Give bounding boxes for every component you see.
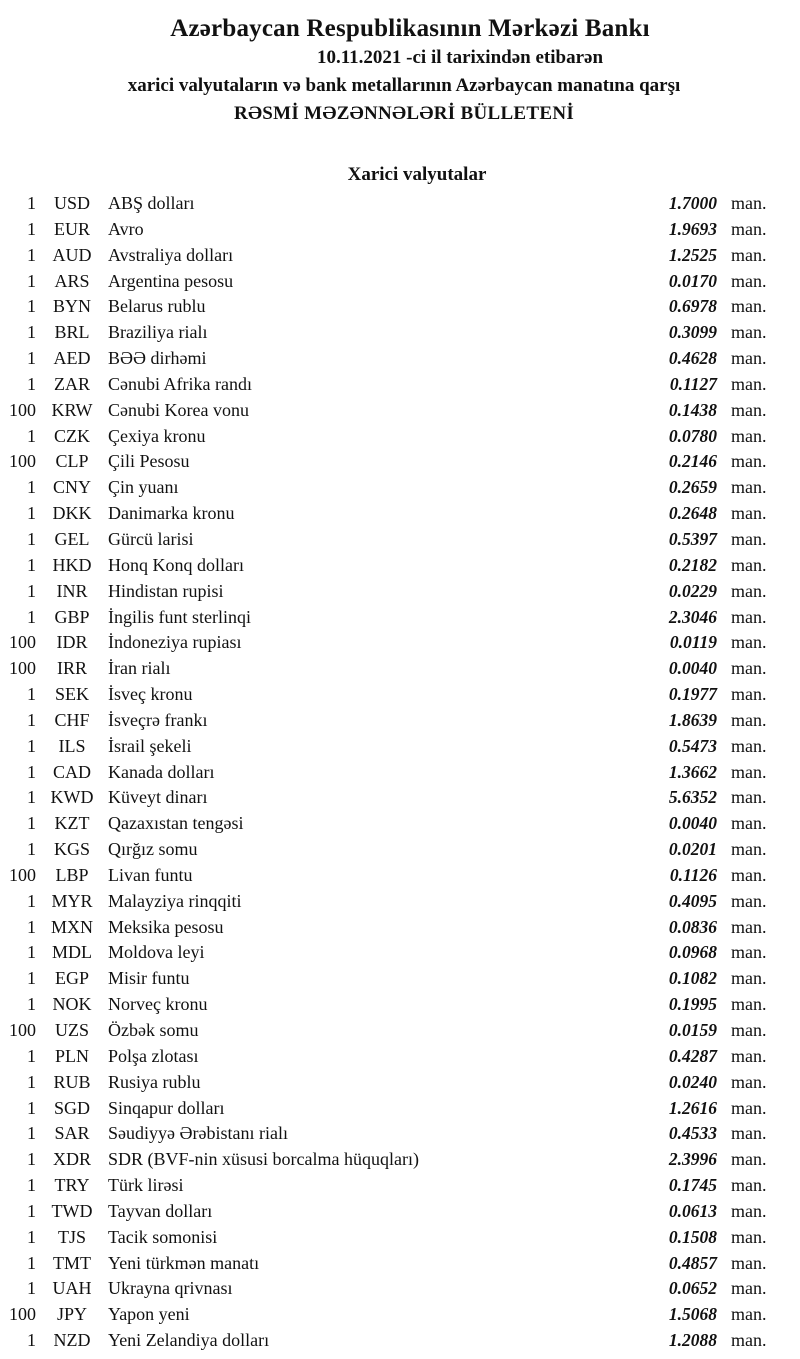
currency-name-cell: Türk lirəsi — [108, 1175, 184, 1196]
currency-row — [0, 449, 800, 475]
unit-cell: man. — [731, 1304, 767, 1325]
currency-name-cell: İndoneziya rupiası — [108, 632, 242, 653]
quantity-cell: 1 — [27, 813, 36, 834]
currency-row — [0, 915, 800, 941]
unit-cell: man. — [731, 632, 767, 653]
currency-name-cell: Cənubi Korea vonu — [108, 399, 249, 420]
currency-name-cell: Kanada dolları — [108, 761, 215, 782]
currency-row — [0, 527, 800, 553]
unit-cell: man. — [731, 1097, 767, 1118]
quantity-cell: 1 — [27, 1226, 36, 1247]
currency-name-cell: Moldova leyi — [108, 942, 205, 963]
currency-name-cell: ABŞ dolları — [108, 193, 195, 213]
unit-cell: man. — [731, 813, 767, 834]
rate-cell: 1.8639 — [668, 709, 717, 730]
quantity-cell: 1 — [27, 916, 36, 937]
currency-code-cell: ARS — [54, 270, 90, 291]
currency-name-cell: İsveç kronu — [108, 684, 193, 705]
currency-row — [0, 760, 800, 786]
currency-code-cell: TRY — [54, 1175, 90, 1196]
currency-name-cell: Avro — [108, 218, 144, 239]
currency-row — [0, 1173, 800, 1199]
quantity-cell: 1 — [27, 735, 36, 756]
rate-cell: 0.1127 — [669, 373, 717, 394]
rate-cell: 0.5473 — [668, 735, 717, 756]
currency-code-cell: UAH — [52, 1278, 92, 1299]
currency-code-cell: HKD — [52, 554, 92, 575]
unit-cell: man. — [731, 1200, 767, 1221]
rate-cell: 0.4095 — [668, 890, 717, 911]
currency-row — [0, 243, 800, 269]
currency-row — [0, 191, 800, 217]
quantity-cell: 1 — [27, 1330, 36, 1351]
currency-code-cell: MYR — [51, 890, 93, 911]
quantity-cell: 1 — [27, 244, 36, 265]
rate-cell: 0.2648 — [668, 503, 717, 524]
currency-name-cell: Tayvan dolları — [108, 1200, 213, 1221]
rate-cell: 0.0040 — [668, 813, 717, 834]
rate-cell: 1.3662 — [668, 761, 717, 782]
rate-cell: 1.9693 — [668, 218, 717, 239]
unit-cell: man. — [731, 1226, 767, 1247]
unit-cell: man. — [731, 477, 767, 498]
currency-code-cell: CNY — [52, 477, 91, 498]
rate-cell: 0.4287 — [668, 1045, 717, 1066]
unit-cell: man. — [731, 787, 767, 808]
unit-cell: man. — [731, 503, 767, 524]
currency-name-cell: İsrail şekeli — [108, 735, 192, 756]
rate-cell: 0.0652 — [668, 1278, 717, 1299]
unit-cell: man. — [731, 1278, 767, 1299]
rate-cell: 0.4533 — [668, 1123, 717, 1144]
quantity-cell: 1 — [27, 322, 36, 343]
currency-code-cell: NZD — [53, 1330, 91, 1351]
currency-code-cell: BYN — [52, 296, 91, 317]
unit-cell: man. — [731, 761, 767, 782]
currency-name-cell: Yeni Zelandiya dolları — [108, 1330, 270, 1351]
currency-code-cell: USD — [53, 193, 90, 213]
currency-name-cell: Misir funtu — [108, 968, 190, 989]
currency-row — [0, 708, 800, 734]
currency-row — [0, 1328, 800, 1354]
effective-date-line: 10.11.2021 -ci il tarixindən etibarən — [316, 47, 604, 68]
currency-name-cell: Özbək somu — [108, 1020, 199, 1040]
quantity-cell: 1 — [27, 425, 36, 446]
currency-code-cell: RUB — [53, 1071, 91, 1092]
unit-cell: man. — [731, 348, 767, 369]
currency-code-cell: TMT — [53, 1252, 91, 1273]
currency-code-cell: KWD — [50, 787, 94, 808]
currency-code-cell: IDR — [56, 632, 88, 653]
currency-row — [0, 320, 800, 346]
currency-row — [0, 1070, 800, 1096]
quantity-cell: 1 — [27, 1200, 36, 1221]
quantity-cell: 1 — [27, 839, 36, 860]
currency-row — [0, 1302, 800, 1328]
currency-row — [0, 372, 800, 398]
currency-code-cell: GBP — [54, 606, 90, 627]
currency-name-cell: Meksika pesosu — [108, 916, 224, 937]
currency-row — [0, 1096, 800, 1122]
unit-cell: man. — [731, 373, 767, 394]
currency-row — [0, 217, 800, 243]
currency-name-cell: Norveç kronu — [108, 994, 208, 1015]
quantity-cell: 1 — [27, 1123, 36, 1144]
quantity-cell: 1 — [27, 373, 36, 394]
currency-name-cell: Rusiya rublu — [108, 1071, 201, 1092]
currency-code-cell: CAD — [52, 761, 91, 782]
quantity-cell: 1 — [27, 270, 36, 291]
rate-cell: 1.7000 — [668, 193, 717, 213]
rate-cell: 0.3099 — [668, 322, 717, 343]
unit-cell: man. — [731, 580, 767, 601]
currency-code-cell: SEK — [54, 684, 89, 705]
quantity-cell: 1 — [27, 1252, 36, 1273]
currency-name-cell: İran rialı — [108, 658, 171, 679]
quantity-cell: 1 — [27, 968, 36, 989]
currency-row — [0, 1044, 800, 1070]
unit-cell: man. — [731, 735, 767, 756]
currency-code-cell: SGD — [53, 1097, 90, 1118]
currency-code-cell: UZS — [54, 1020, 89, 1040]
rate-cell: 0.1745 — [668, 1175, 717, 1196]
currency-row — [0, 269, 800, 295]
quantity-cell: 1 — [27, 193, 36, 213]
rate-cell: 0.1977 — [668, 684, 717, 705]
rate-cell: 0.2659 — [668, 477, 717, 498]
currency-name-cell: SDR (BVF-nin xüsusi borcalma hüquqları) — [108, 1149, 419, 1170]
currency-name-cell: Danimarka kronu — [108, 503, 235, 524]
quantity-cell: 1 — [27, 787, 36, 808]
currency-name-cell: İsveçrə frankı — [108, 709, 208, 730]
unit-cell: man. — [731, 839, 767, 860]
unit-cell: man. — [731, 1045, 767, 1066]
unit-cell: man. — [731, 296, 767, 317]
quantity-cell: 1 — [27, 218, 36, 239]
currency-row — [0, 966, 800, 992]
quantity-cell: 1 — [27, 477, 36, 498]
quantity-cell: 1 — [27, 528, 36, 549]
quantity-cell: 100 — [9, 451, 36, 472]
quantity-cell: 1 — [27, 1097, 36, 1118]
bulletin-title: RƏSMİ MƏZƏNNƏLƏRİ BÜLLETENİ — [233, 103, 575, 124]
unit-cell: man. — [731, 1071, 767, 1092]
currency-row — [0, 1199, 800, 1225]
rate-cell: 0.0159 — [668, 1020, 717, 1040]
rate-cell: 2.3046 — [668, 606, 717, 627]
unit-cell: man. — [731, 968, 767, 989]
rate-cell: 0.1995 — [668, 994, 717, 1015]
rate-cell: 0.1508 — [668, 1226, 717, 1247]
quantity-cell: 1 — [27, 1149, 36, 1170]
currency-code-cell: DKK — [52, 503, 92, 524]
rate-cell: 1.2525 — [668, 244, 717, 265]
currency-code-cell: MXN — [50, 916, 93, 937]
currency-code-cell: LBP — [55, 864, 89, 885]
currency-name-cell: Gürcü larisi — [108, 528, 194, 549]
unit-cell: man. — [731, 425, 767, 446]
currency-name-cell: Yapon yeni — [108, 1304, 190, 1325]
currency-name-cell: Livan funtu — [108, 864, 193, 885]
quantity-cell: 1 — [27, 1175, 36, 1196]
currency-code-cell: ILS — [58, 735, 86, 756]
rate-cell: 0.2146 — [668, 451, 717, 472]
currency-code-cell: KGS — [53, 839, 90, 860]
section-title-foreign-currencies: Xarici valyutalar — [347, 164, 487, 185]
currency-code-cell: INR — [56, 580, 88, 601]
currency-name-cell: Sinqapur dolları — [108, 1097, 225, 1118]
currency-row — [0, 630, 800, 656]
rate-cell: 0.0780 — [668, 425, 717, 446]
currency-code-cell: KRW — [51, 399, 93, 420]
currency-row — [0, 424, 800, 450]
unit-cell: man. — [731, 606, 767, 627]
unit-cell: man. — [731, 709, 767, 730]
rate-cell: 0.2182 — [668, 554, 717, 575]
currency-name-cell: Belarus rublu — [108, 296, 206, 317]
currency-code-cell: PLN — [54, 1045, 89, 1066]
currency-row — [0, 1147, 800, 1173]
unit-cell: man. — [731, 528, 767, 549]
unit-cell: man. — [731, 994, 767, 1015]
currency-row — [0, 811, 800, 837]
currency-row — [0, 992, 800, 1018]
currency-code-cell: XDR — [52, 1149, 91, 1170]
currency-name-cell: Honq Konq dolları — [108, 554, 244, 575]
quantity-cell: 1 — [27, 942, 36, 963]
unit-cell: man. — [731, 1175, 767, 1196]
bulletin-header — [0, 14, 800, 128]
currency-code-cell: KZT — [54, 813, 90, 834]
currency-code-cell: EUR — [54, 218, 90, 239]
rate-cell: 5.6352 — [668, 787, 717, 808]
quantity-cell: 1 — [27, 503, 36, 524]
currency-name-cell: Polşa zlotası — [108, 1045, 199, 1066]
unit-cell: man. — [731, 684, 767, 705]
currency-name-cell: Avstraliya dolları — [108, 244, 234, 265]
currency-code-cell: EGP — [54, 968, 89, 989]
currency-code-cell: AED — [53, 348, 91, 369]
currency-code-cell: JPY — [56, 1304, 87, 1325]
currency-code-cell: SAR — [54, 1123, 90, 1144]
currency-code-cell: TJS — [57, 1226, 86, 1247]
quantity-cell: 1 — [27, 606, 36, 627]
rate-cell: 0.0613 — [668, 1200, 717, 1221]
rate-cell: 0.4628 — [668, 348, 717, 369]
currency-row — [0, 1018, 800, 1044]
currency-row — [0, 889, 800, 915]
rate-cell: 0.0836 — [668, 916, 717, 937]
unit-cell: man. — [731, 1020, 767, 1040]
currency-name-cell: Qazaxıstan tengəsi — [108, 813, 244, 834]
rate-cell: 0.0040 — [668, 658, 717, 679]
unit-cell: man. — [731, 244, 767, 265]
rate-cell: 2.3996 — [668, 1149, 717, 1170]
currency-name-cell: İngilis funt sterlinqi — [108, 606, 251, 627]
currency-code-cell: ZAR — [54, 373, 90, 394]
rate-cell: 0.0170 — [668, 270, 717, 291]
currency-row — [0, 682, 800, 708]
quantity-cell: 100 — [9, 1020, 36, 1040]
unit-cell: man. — [731, 916, 767, 937]
quantity-cell: 100 — [9, 658, 36, 679]
currency-code-cell: MDL — [52, 942, 92, 963]
currency-code-cell: IRR — [56, 658, 87, 679]
rate-cell: 0.6978 — [668, 296, 717, 317]
unit-cell: man. — [731, 451, 767, 472]
quantity-cell: 1 — [27, 709, 36, 730]
currency-row — [0, 940, 800, 966]
unit-cell: man. — [731, 658, 767, 679]
currency-code-cell: AUD — [52, 244, 92, 265]
currency-name-cell: Çin yuanı — [108, 477, 179, 498]
quantity-cell: 100 — [9, 864, 36, 885]
unit-cell: man. — [731, 270, 767, 291]
unit-cell: man. — [731, 1149, 767, 1170]
unit-cell: man. — [731, 1330, 767, 1351]
unit-cell: man. — [731, 864, 767, 885]
currency-name-cell: Səudiyyə Ərəbistanı rialı — [108, 1123, 288, 1144]
currency-code-cell: CZK — [54, 425, 90, 446]
currency-row — [0, 553, 800, 579]
unit-cell: man. — [731, 942, 767, 963]
currency-name-cell: Braziliya rialı — [108, 322, 208, 343]
quantity-cell: 1 — [27, 554, 36, 575]
currency-code-cell: BRL — [54, 322, 90, 343]
unit-cell: man. — [731, 399, 767, 420]
rate-cell: 0.0240 — [668, 1071, 717, 1092]
currency-code-cell: NOK — [52, 994, 92, 1015]
quantity-cell: 100 — [9, 632, 36, 653]
bank-name: Azərbaycan Respublikasının Mərkəzi Bankı — [170, 15, 650, 42]
currency-name-cell: Yeni türkmən manatı — [108, 1252, 260, 1273]
quantity-cell: 100 — [9, 399, 36, 420]
rate-cell: 1.5068 — [668, 1304, 717, 1325]
currency-code-cell: CHF — [54, 709, 90, 730]
quantity-cell: 1 — [27, 761, 36, 782]
rate-cell: 0.0201 — [668, 839, 717, 860]
currency-name-cell: Cənubi Afrika randı — [108, 373, 252, 394]
rate-cell: 0.1082 — [668, 968, 717, 989]
quantity-cell: 1 — [27, 994, 36, 1015]
quantity-cell: 1 — [27, 890, 36, 911]
quantity-cell: 1 — [27, 1045, 36, 1066]
rate-cell: 1.2088 — [668, 1330, 717, 1351]
rate-cell: 0.0229 — [668, 580, 717, 601]
quantity-cell: 1 — [27, 348, 36, 369]
quantity-cell: 1 — [27, 1278, 36, 1299]
quantity-cell: 100 — [9, 1304, 36, 1325]
currency-row — [0, 605, 800, 631]
currency-name-cell: Qırğız somu — [108, 839, 198, 860]
currency-row — [0, 398, 800, 424]
rate-cell: 0.1438 — [668, 399, 717, 420]
currency-name-cell: Malayziya rinqqiti — [108, 890, 242, 911]
currency-code-cell: GEL — [54, 528, 90, 549]
subject-line: xarici valyutaların və bank metallarının Azərbaycan manatına qarşı — [127, 75, 681, 96]
unit-cell: man. — [731, 193, 767, 213]
rate-cell: 0.4857 — [668, 1252, 717, 1273]
rate-cell: 0.1126 — [669, 864, 717, 885]
currency-name-cell: Hindistan rupisi — [108, 580, 224, 601]
unit-cell: man. — [731, 1252, 767, 1273]
rate-cell: 0.0119 — [669, 632, 717, 653]
currency-row — [0, 863, 800, 889]
currency-code-cell: CLP — [55, 451, 89, 472]
currency-row — [0, 475, 800, 501]
quantity-cell: 1 — [27, 296, 36, 317]
currency-row — [0, 656, 800, 682]
quantity-cell: 1 — [27, 580, 36, 601]
rate-cell: 0.0968 — [668, 942, 717, 963]
currency-row — [0, 294, 800, 320]
unit-cell: man. — [731, 218, 767, 239]
currency-row — [0, 1225, 800, 1251]
currency-row — [0, 346, 800, 372]
currency-row — [0, 785, 800, 811]
currency-name-cell: Küveyt dinarı — [108, 787, 208, 808]
unit-cell: man. — [731, 890, 767, 911]
currency-row — [0, 501, 800, 527]
currency-name-cell: Ukrayna qrivnası — [108, 1278, 233, 1299]
currency-row — [0, 837, 800, 863]
quantity-cell: 1 — [27, 1071, 36, 1092]
rates-table — [0, 191, 800, 1354]
currency-name-cell: Tacik somonisi — [108, 1226, 218, 1247]
currency-name-cell: Çexiya kronu — [108, 425, 206, 446]
unit-cell: man. — [731, 554, 767, 575]
currency-row — [0, 579, 800, 605]
currency-name-cell: Argentina pesosu — [108, 270, 234, 291]
currency-row — [0, 734, 800, 760]
currency-name-cell: Çili Pesosu — [108, 451, 190, 472]
currency-row — [0, 1121, 800, 1147]
quantity-cell: 1 — [27, 684, 36, 705]
rate-cell: 1.2616 — [668, 1097, 717, 1118]
currency-name-cell: BƏƏ dirhəmi — [108, 348, 207, 369]
unit-cell: man. — [731, 1123, 767, 1144]
currency-row — [0, 1276, 800, 1302]
rate-cell: 0.5397 — [668, 528, 717, 549]
currency-code-cell: TWD — [51, 1200, 93, 1221]
currency-row — [0, 1251, 800, 1277]
unit-cell: man. — [731, 322, 767, 343]
